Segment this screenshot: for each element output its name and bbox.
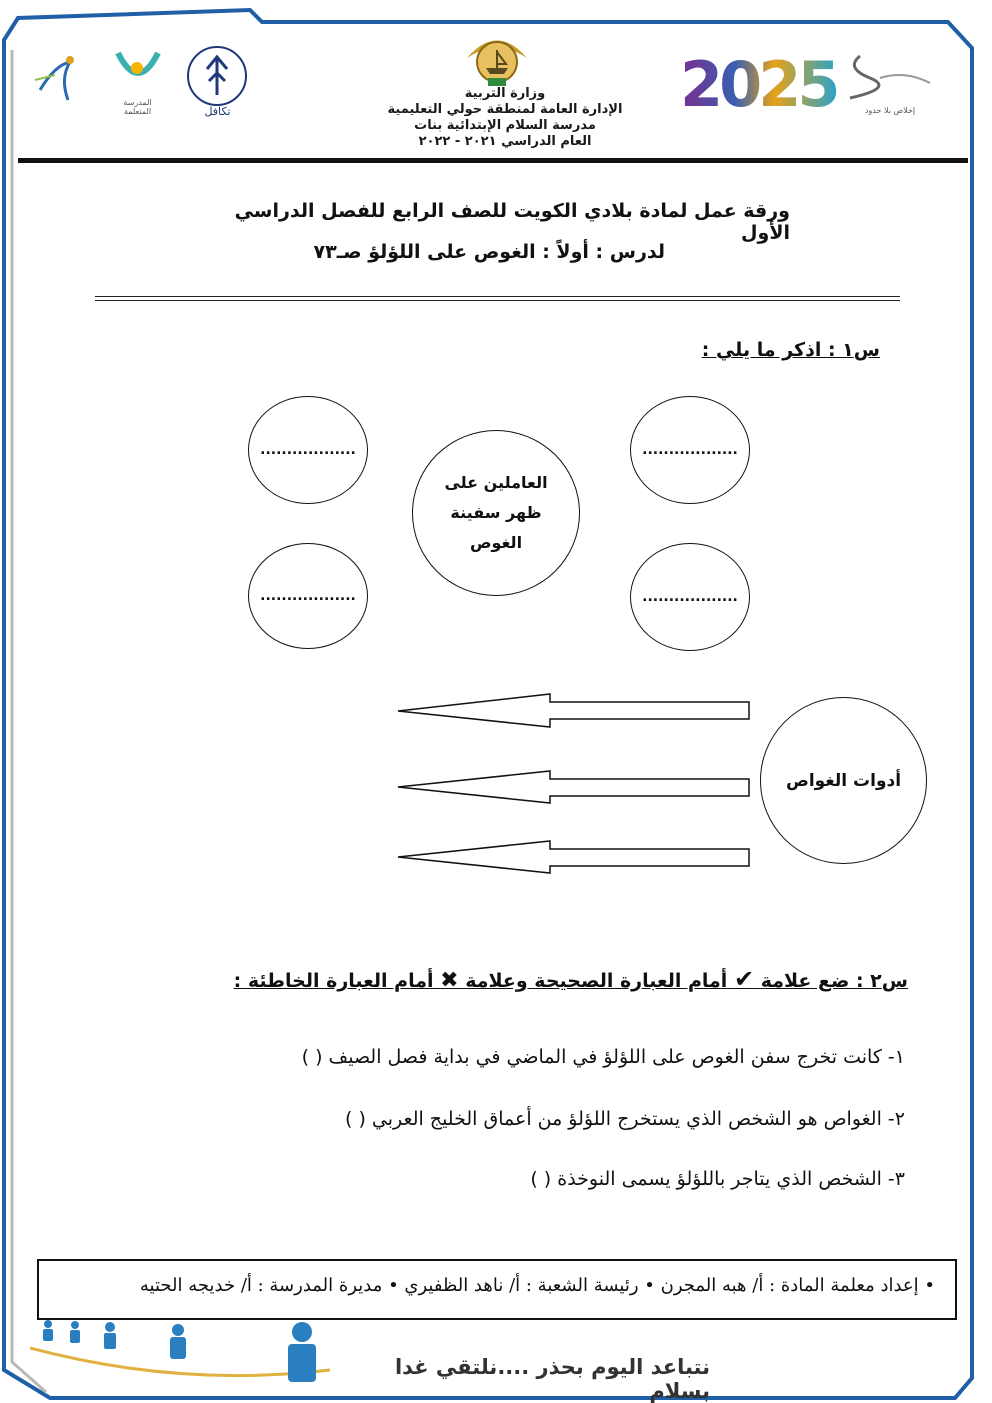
statement-2[interactable]: ٢- الغواص هو الشخص الذي يستخرج اللؤلؤ من أعماق الخليج العربي ( ) bbox=[345, 1108, 905, 1130]
kuwait-emblem bbox=[462, 28, 532, 90]
diver-tools-circle bbox=[760, 697, 927, 864]
worksheet-title: ورقة عمل لمادة بلادي الكويت للصف الرابع للفصل الدراسي الأول bbox=[234, 200, 790, 244]
center-line-2: ظهر سفينة bbox=[450, 503, 542, 522]
title-divider bbox=[95, 296, 900, 301]
q2-label-part1: س٢ : ضع علامة bbox=[760, 970, 908, 992]
question-1-label: س١ : اذكر ما يلي : bbox=[701, 339, 880, 361]
answer-circle-top-left[interactable] bbox=[248, 396, 368, 504]
learning-school-text: المدرسة المتعلمة bbox=[123, 98, 152, 116]
statement-1[interactable]: ١- كانت تخرج سفن الغوص على اللؤلؤ في الماضي في بداية فصل الصيف ( ) bbox=[301, 1046, 905, 1068]
school-wave-logo bbox=[840, 48, 940, 128]
learning-school-logo bbox=[110, 48, 165, 116]
closing-slogan: نتباعد اليوم بحذر ....نلتقي غدا بسلام bbox=[394, 1355, 710, 1403]
q2-label-part2: أمام العبارة الصحيحة وعلامة bbox=[465, 970, 728, 992]
center-line-1: العاملين على bbox=[444, 473, 548, 492]
q2-label-part3: أمام العبارة الخاطئة : bbox=[233, 970, 434, 992]
year-2025-text: 2025 bbox=[680, 48, 837, 121]
diver-tools-label: أدوات الغواص bbox=[785, 770, 902, 791]
answer-arrow-1[interactable] bbox=[398, 694, 749, 727]
blank-dots: .................. bbox=[260, 588, 356, 604]
check-mark-icon: ✔ bbox=[733, 965, 755, 993]
diving-crew-circle bbox=[412, 430, 580, 596]
answer-arrow-3[interactable] bbox=[398, 841, 749, 873]
tool-arrows bbox=[390, 690, 760, 875]
center-line-3: الغوص bbox=[469, 533, 523, 552]
answer-arrow-2[interactable] bbox=[398, 771, 749, 803]
credits-text: • إعداد معلمة المادة : أ/ هبه المجرن • رئيسة الشعبة : أ/ ناهد الظفيري • مديرة المدرسة : أ/ خديجه الحتيه bbox=[139, 1275, 935, 1296]
blank-dots: .................. bbox=[642, 442, 738, 458]
blank-dots: .................. bbox=[642, 589, 738, 605]
ministry-name: وزارة التربية bbox=[464, 86, 546, 101]
answer-circle-bottom-right[interactable] bbox=[630, 543, 750, 651]
social-distance-figures bbox=[30, 1318, 330, 1388]
question-2-label bbox=[200, 965, 908, 993]
runner-logo bbox=[30, 50, 80, 110]
year-2025-logo bbox=[680, 48, 837, 121]
header-text-block bbox=[360, 86, 650, 150]
takaful-text: تكافل bbox=[204, 105, 231, 118]
lesson-title: لدرس : أولاً : الغوص على اللؤلؤ صـ٧٣ bbox=[313, 241, 665, 263]
header-divider bbox=[18, 158, 968, 163]
cross-mark-icon: ✖ bbox=[440, 968, 459, 993]
blank-dots: .................. bbox=[260, 442, 356, 458]
directorate-name: الإدارة العامة لمنطقة حولي التعليمية bbox=[387, 102, 623, 117]
answer-circle-top-right[interactable] bbox=[630, 396, 750, 504]
statement-3[interactable]: ٣- الشخص الذي يتاجر باللؤلؤ يسمى النوخذة ( ) bbox=[530, 1168, 905, 1190]
answer-circle-bottom-left[interactable] bbox=[248, 543, 368, 649]
school-slogan-text: إخلاص بلا حدود bbox=[864, 106, 916, 115]
academic-year: العام الدراسي ٢٠٢١ - ٢٠٢٢ bbox=[418, 134, 592, 149]
takaful-logo bbox=[185, 45, 250, 125]
school-name: مدرسة السلام الإبتدائية بنات bbox=[414, 118, 596, 133]
